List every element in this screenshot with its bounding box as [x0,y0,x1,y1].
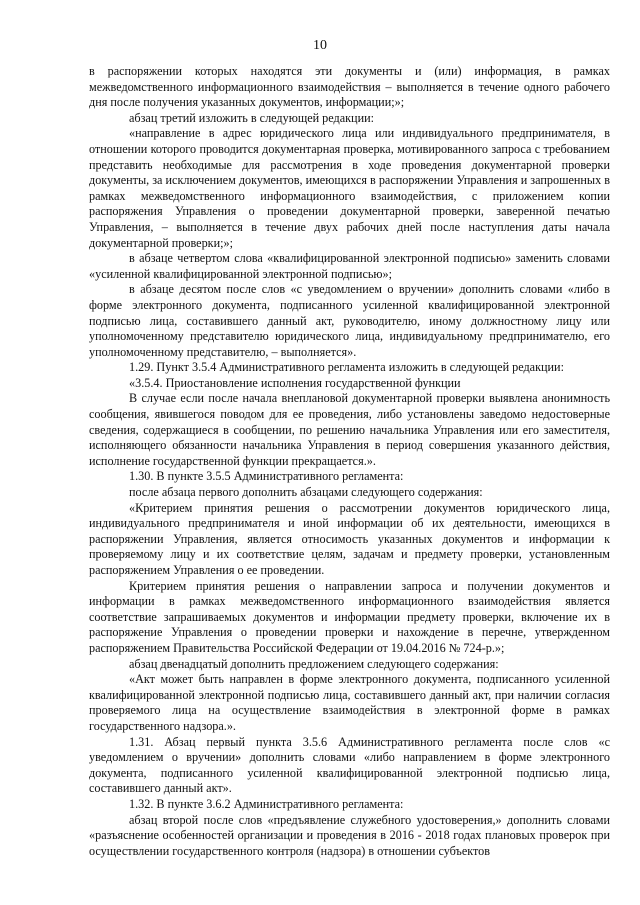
document-body [89,64,610,859]
page-number: 10 [313,38,327,53]
paragraph: «3.5.4. Приостановление исполнения государственной функции [129,375,461,390]
paragraph: 1.29. Пункт 3.5.4 Административного регламента изложить в следующей редакции: [129,360,564,375]
paragraph: в абзаце четвертом слова «квалифицированной электронной подписью» заменить словами «усиленной квалифицированной электронной подписью»; [89,251,610,281]
paragraph: абзац двенадцатый дополнить предложением следующего содержания: [129,656,499,671]
paragraph: 1.32. В пункте 3.6.2 Административного регламента: [129,796,404,811]
paragraph: абзац третий изложить в следующей редакции: [129,110,375,125]
paragraph: 1.31. Абзац первый пункта 3.5.6 Административного регламента после слов «с уведомлением о вручении» дополнить словами «либо направлением в форме электронного документа, подписанного усиленной квалифицированной электронной подписью лица, составившего данный акт». [89,734,610,796]
paragraph: в распоряжении которых находятся эти документы и (или) информация, в рамках межведомственного информационного взаимодействия – выполняется в течение одного рабочего дня после получения указанных документов, информации;»; [89,64,610,110]
paragraph: Критерием принятия решения о направлении запроса и получении документов и информации в рамках межведомственного информационного взаимодействия является соответствие запрашиваемых документов и информации предмету проверки, включение их в распоряжение Управления о проведении проверки и нахождение в перечне, утвержденном распоряжением Правительства Российской Федерации от 19.04.2016 № 724-р.»; [89,578,610,655]
paragraph: «Критерием принятия решения о рассмотрении документов юридического лица, индивидуального предпринимателя и иной информации об их деятельности, имеющихся в распоряжении Управления, является относимость указанных документов и информации к проверяемому лицу и их соответствие целям, задачам и предмету проверки, установленным распоряжением Управления о ее проведении. [89,500,610,577]
paragraph: «направление в адрес юридического лица или индивидуального предпринимателя, в отношении которого проводится документарная проверка, мотивированного запроса с требованием представить необходимые для рассмотрения в ходе проведения документарной проверки документы, за исключением документов, имеющихся в распоряжении Управления и запрошенных в рамках межведомственного информационного взаимодействия, с приложением копии распоряжения Управления о проведении документарной проверки, заверенной печатью Управления, – выполняется в течение двух рабочих дней после наступления даты начала документарной проверки;»; [89,126,610,250]
paragraph: 1.30. В пункте 3.5.5 Административного регламента: [129,469,404,484]
paragraph: В случае если после начала внеплановой документарной проверки выявлена анонимность сообщения, явившегося поводом для ее проведения, либо установлены заведомо недостоверные сведения, содержащиеся в сообщении, по решению начальника Управления или его заместителя, исполняющего обязанности начальника Управления в период совершения указанного действия, исполнение государственной функции прекращается.». [89,391,610,468]
paragraph: в абзаце десятом после слов «с уведомлением о вручении» дополнить словами «либо в форме электронного документа, подписанного усиленной квалифицированной электронной подписью лица, составившего данный акт, руководителю, иному должностному лицу или уполномоченному представителю юридического лица, индивидуальному предпринимателю, его уполномоченному представителю, – выполняется». [89,282,610,359]
paragraph: «Акт может быть направлен в форме электронного документа, подписанного усиленной квалифицированной электронной подписью лица, составившего данный акт, при наличии согласия проверяемого лица на осуществление взаимодействия в электронной форме в рамках государственного надзора.». [89,672,610,733]
paragraph: после абзаца первого дополнить абзацами следующего содержания: [129,485,483,500]
paragraph: абзац второй после слов «предъявление служебного удостоверения,» дополнить словами «разъяснение особенностей организации и проведения в 2016 - 2018 годах плановых проверок при осуществлении государственного контроля (надзора) в отношении субъектов [89,812,610,858]
